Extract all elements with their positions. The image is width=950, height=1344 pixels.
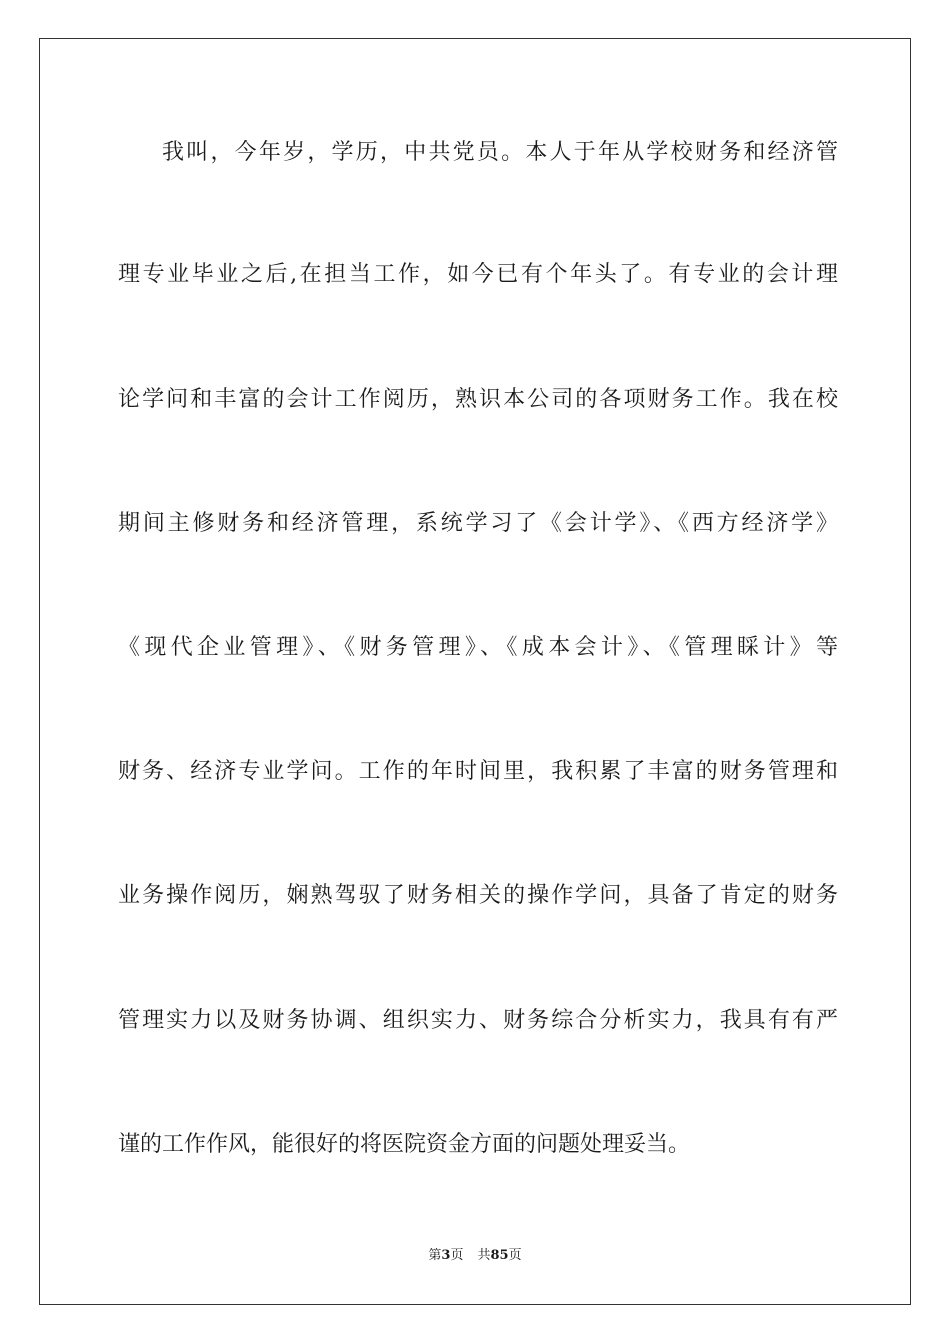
page-footer: [0, 1244, 950, 1263]
total-label-prefix: 共: [477, 1248, 491, 1263]
paragraph-line-8: 管理实力以及财务协调、组织实力、财务综合分析实力，我具有有严: [118, 1008, 838, 1033]
paragraph-line-1: 我叫，今年岁，学历，中共党员。本人于年从学校财务和经济管: [162, 140, 838, 165]
paragraph-line-7: 业务操作阅历，娴熟驾驭了财务相关的操作学问，具备了肯定的财务: [118, 883, 838, 908]
paragraph-line-6: 财务、经济专业学问。工作的年时间里，我积累了丰富的财务管理和: [118, 759, 838, 784]
page-label-suffix: 页: [450, 1248, 464, 1263]
total-pages: 85: [490, 1248, 509, 1263]
total-label-suffix: 页: [508, 1248, 522, 1263]
paragraph-line-2: 理专业毕业之后,在担当工作，如今已有个年头了。有专业的会计理: [118, 262, 838, 287]
paragraph-line-5: 《现代企业管理》、《财务管理》、《成本会计》、《管理睬计》等: [118, 635, 838, 660]
paragraph-line-4: 期间主修财务和经济管理，系统学习了《会计学》、《西方经济学》: [118, 511, 838, 536]
page-number: 3: [441, 1248, 451, 1263]
paragraph-line-9: 谨的工作作风，能很好的将医院资金方面的问题处理妥当。: [118, 1132, 691, 1157]
paragraph-line-3: 论学问和丰富的会计工作阅历，熟识本公司的各项财务工作。我在校: [118, 387, 838, 412]
page-label-prefix: 第: [428, 1248, 442, 1263]
